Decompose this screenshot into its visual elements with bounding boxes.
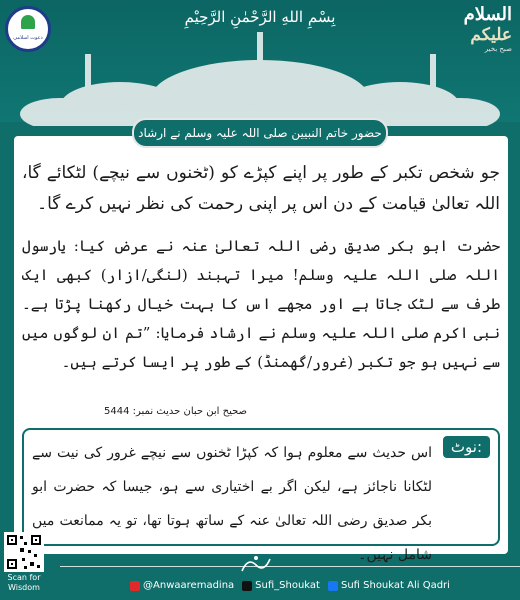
hadith-paragraph-1: جو شخص تکبر کے طور پر اپنے کپڑے کو (ٹخنوں سے نیچے) لٹکائے گا، اللہ تعالیٰ قیامت کے دن اس پر اپنی رحمت کی نظر نہیں کرے گا۔: [22, 163, 500, 214]
qr-code-icon[interactable]: [4, 532, 44, 572]
calligraphy-mark-icon: [238, 553, 274, 577]
mosque-domes-illustration: [0, 14, 520, 126]
salam-line1: السلام: [463, 4, 512, 25]
basmala: بِسْمِ اللهِ الرَّحْمٰنِ الرَّحِيْمِ: [184, 8, 336, 26]
facebook-icon: [328, 581, 338, 591]
logo: [5, 6, 51, 52]
hadith-reference: صحیح ابن حبان حدیث نمبر: 5444: [104, 406, 248, 417]
salam-line3: صبح بخیر: [484, 45, 512, 53]
note-label: نوٹ:: [443, 436, 490, 458]
social-label: @Anwaaremadina: [143, 580, 235, 591]
logo-text: دعوت اسلامی: [13, 35, 43, 41]
social-x[interactable]: [242, 580, 320, 591]
social-youtube[interactable]: [130, 580, 234, 591]
social-facebook[interactable]: [328, 580, 450, 591]
salam-greeting: [464, 4, 512, 53]
x-icon: [242, 581, 252, 591]
social-links: [60, 580, 520, 591]
social-label: Sufi Shoukat Ali Qadri: [340, 580, 450, 591]
social-label: Sufi_Shoukat: [255, 580, 320, 591]
hadith-title: حضور خاتم النبیین صلی اللہ علیہ وسلم نے ارشاد فرمایا: [132, 118, 388, 148]
hadith-paragraph-2: حضرت ابو بکر صدیق رضی اللہ تعالیٰ عنہ نے عرض کیا: یارسول اللہ صلی اللہ علیہ وسلم! میرا تہبند (لنگی/ازار) کبھی ایک طرف سے لٹک جاتا ہے اور مجھے اس کا بہت خیال رکھنا پڑتا ہے۔ نبی اکرم صلی اللہ علیہ وسلم نے ارشاد فرمایا: ”تم ان لوگوں میں سے نہیں ہو جو تکبر (غرور/گھمنڈ) کے طور پر ایسا کرتے ہیں۔: [22, 237, 500, 371]
qr-label: Scan for Wisdom: [7, 573, 41, 592]
note-text: اس حدیث سے معلوم ہوا کہ کپڑا ٹخنوں سے نیچے غرور کی نیت سے لٹکانا ناجائز ہے، لیکن اگر بے اختیاری سے ہو، جیسا کہ حضرت ابو بکر صدیق رضی اللہ تعالیٰ عنہ کے ساتھ ہوتا تھا، تو یہ ممانعت میں شامل نہیں۔: [32, 445, 432, 563]
salam-line2: عليكم: [470, 25, 512, 45]
footer-divider: [60, 566, 520, 567]
green-dome-icon: [21, 15, 35, 29]
header: [0, 0, 520, 122]
note-box: [22, 428, 500, 563]
youtube-icon: [130, 581, 140, 591]
